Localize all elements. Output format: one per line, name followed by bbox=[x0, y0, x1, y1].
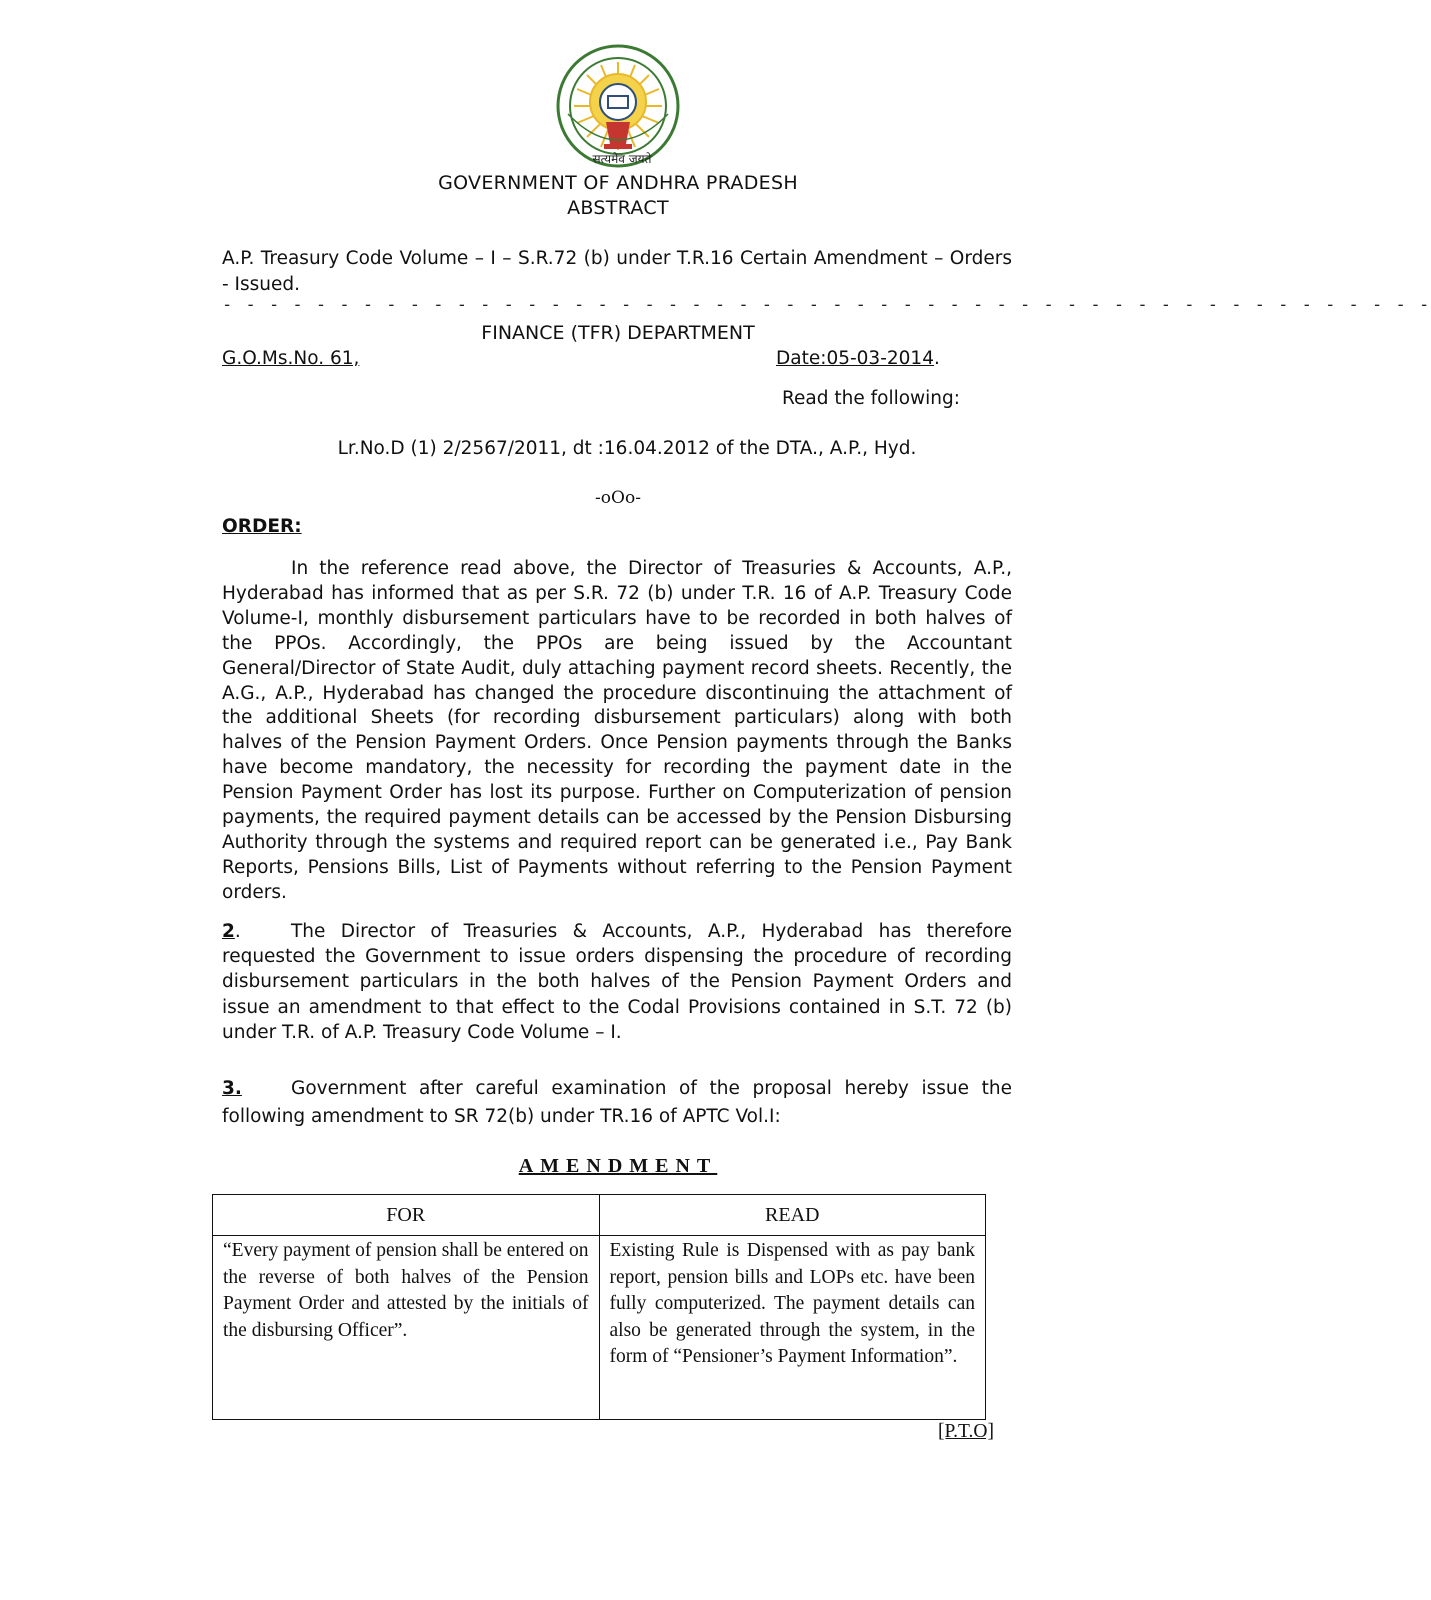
read-text-cell: Existing Rule is Dispensed with as pay bank report, pension bills and LOPs etc. have been fully computerized. The payment details can also be generated through the system, in the form of “Pensioner’s Payment Information”. bbox=[599, 1236, 986, 1420]
column-header-for: FOR bbox=[213, 1195, 600, 1236]
paragraph-2-text: The Director of Treasuries & Accounts, A.P., Hyderabad has therefore requested the Government to issue orders dispensing the procedure of recording disbursement particulars in the both halves of the Pension Payment Orders and issue an amendment to that effect to the Codal Provisions contained in S.T. 72 (b) under T.R. of A.P. Treasury Code Volume – I. bbox=[222, 921, 1012, 1043]
abstract-title: ABSTRACT bbox=[567, 197, 669, 219]
order-date bbox=[776, 348, 940, 369]
read-following-label: Read the following: bbox=[782, 388, 961, 409]
department-name: FINANCE (TFR) DEPARTMENT bbox=[481, 322, 755, 344]
order-heading: ORDER: bbox=[222, 516, 302, 537]
amendment-table-header-row bbox=[213, 1195, 986, 1236]
paragraph-2-number: 2. bbox=[222, 921, 241, 942]
order-date-suffix: . bbox=[933, 348, 940, 369]
amendment-table bbox=[212, 1194, 986, 1420]
order-number: G.O.Ms.No. 61, bbox=[222, 348, 360, 369]
for-text-cell: “Every payment of pension shall be entered on the reverse of both halves of the Pension Payment Order and attested by the initials of the disbursing Officer”. bbox=[213, 1236, 600, 1420]
please-turn-over: [P.T.O] bbox=[938, 1421, 994, 1442]
column-header-read: READ bbox=[599, 1195, 986, 1236]
paragraph-2 bbox=[222, 919, 1012, 1045]
order-date-text: Date:05-03-2014 bbox=[776, 348, 934, 369]
ornament-separator: -oOo- bbox=[595, 488, 641, 508]
paragraph-3 bbox=[222, 1075, 1012, 1131]
emblem-motto: सत्यमेव जयते bbox=[592, 152, 652, 166]
paragraph-3-number: 3. bbox=[222, 1078, 242, 1099]
paragraph-3-text: Government after careful examination of the proposal hereby issue the following amendment to SR 72(b) under TR.16 of APTC Vol.I: bbox=[222, 1078, 1012, 1127]
amendment-heading: AMENDMENT bbox=[518, 1155, 718, 1177]
government-title: GOVERNMENT OF ANDHRA PRADESH bbox=[438, 172, 798, 194]
amendment-table-row bbox=[213, 1236, 986, 1420]
dashed-separator: - - - - - - - - - - - - - - - - - - - - - - - - - - - - - - - - - - - - - - - - - - - - - - - - - - - - bbox=[222, 295, 1431, 315]
paragraph-1: In the reference read above, the Director of Treasuries & Accounts, A.P., Hyderabad has informed that as per S.R. 72 (b) under T.R. 16 of A.P. Treasury Code Volume-I, monthly disbursement particulars have to be recorded in both halves of the PPOs. Accordingly, the PPOs are being issued by the Accountant General/Director of State Audit, duly attaching payment record sheets. Recently, the A.G., A.P., Hyderabad has changed the procedure discontinuing the attachment of the additional Sheets (for recording disbursement particulars) along with both halves of the Pension Payment Orders. Once Pension payments through the Banks have become mandatory, the necessity for recording the payment date in the Pension Payment Order has lost its purpose. Further on Computerization of pension payments, the required payment details can be accessed by the Pension Disbursing Authority through the systems and required report can be generated i.e., Pay Bank Reports, Pensions Bills, List of Payments without referring to the Pension Payment orders. bbox=[222, 558, 1012, 903]
reference-letter: Lr.No.D (1) 2/2567/2011, dt :16.04.2012 of the DTA., A.P., Hyd. bbox=[337, 438, 917, 459]
paragraph-2-number-suffix: . bbox=[234, 921, 241, 942]
subject-line: A.P. Treasury Code Volume – I – S.R.72 (b) under T.R.16 Certain Amendment – Orders - Issued. bbox=[222, 248, 1012, 295]
